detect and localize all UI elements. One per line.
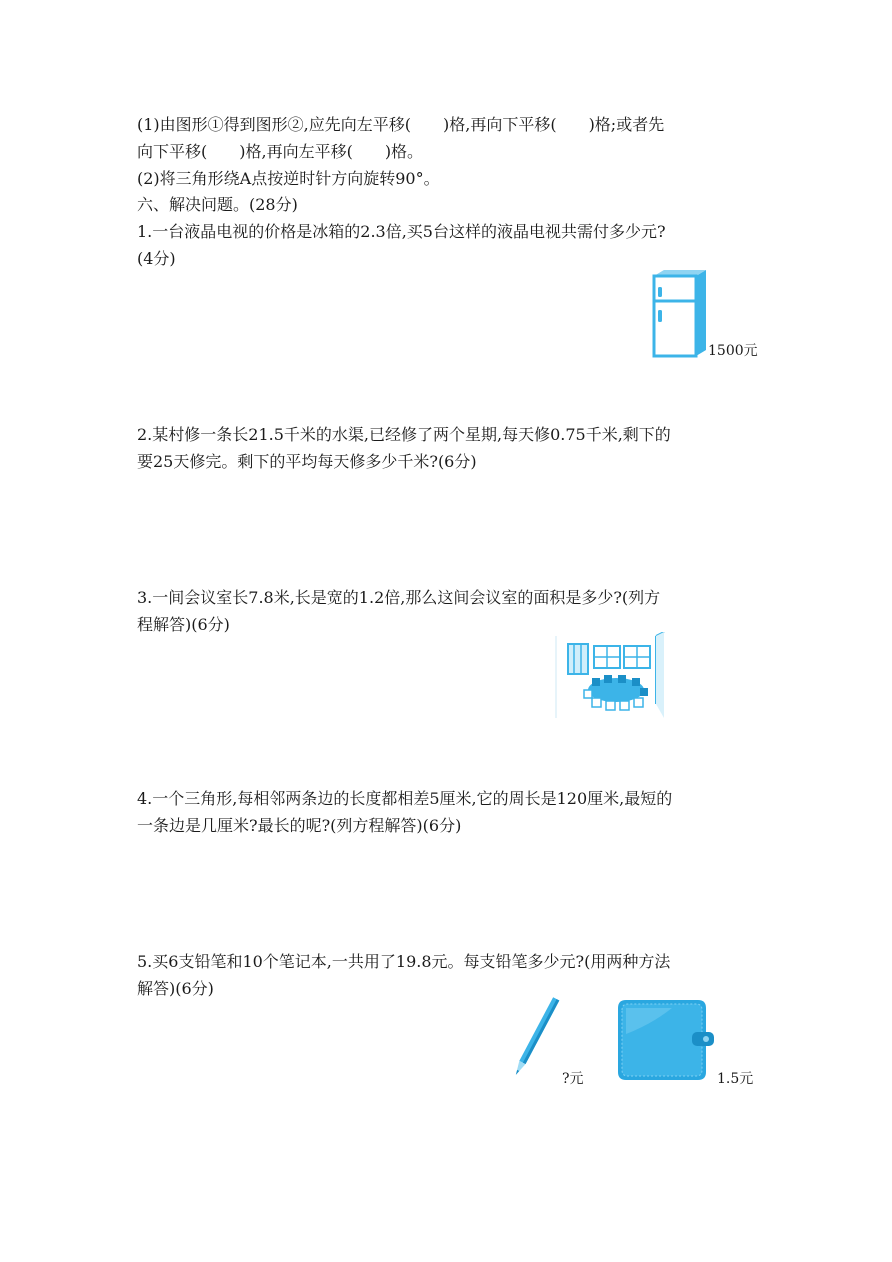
part5-q2: (2)将三角形绕A点按逆时针方向旋转90°。: [137, 169, 440, 188]
notebook-price-caption: 1.5元: [717, 1071, 754, 1087]
part5-q1-line2: 向下平移( )格,再向左平移( )格。: [137, 142, 424, 161]
problem-3-line2: 程解答)(6分): [137, 615, 230, 634]
section6-heading: 六、解决问题。(28分): [137, 195, 298, 214]
problem-1-line1: 1.一台液晶电视的价格是冰箱的2.3倍,买5台这样的液晶电视共需付多少元?: [137, 222, 666, 241]
refrigerator-price-caption: 1500元: [708, 343, 758, 359]
meeting-room-icon: [552, 632, 666, 722]
pencil-price-caption: ?元: [562, 1071, 584, 1087]
pencil-icon: [506, 992, 566, 1084]
problem-3-line1: 3.一间会议室长7.8米,长是宽的1.2倍,那么这间会议室的面积是多少?(列方: [137, 588, 661, 607]
problem-5-line2: 解答)(6分): [137, 979, 214, 998]
notebook-icon: [612, 994, 716, 1084]
problem-1-line2: (4分): [137, 249, 176, 268]
problem-5-line1: 5.买6支铅笔和10个笔记本,一共用了19.8元。每支铅笔多少元?(用两种方法: [137, 952, 671, 971]
problem-4-line2: 一条边是几厘米?最长的呢?(列方程解答)(6分): [137, 816, 462, 835]
problem-4-line1: 4.一个三角形,每相邻两条边的长度都相差5厘米,它的周长是120厘米,最短的: [137, 789, 673, 808]
problem-2-line1: 2.某村修一条长21.5千米的水渠,已经修了两个星期,每天修0.75千米,剩下的: [137, 425, 671, 444]
refrigerator-icon: [648, 268, 710, 358]
part5-q1-line1: (1)由图形①得到图形②,应先向左平移( )格,再向下平移( )格;或者先: [137, 115, 665, 134]
problem-2-line2: 要25天修完。剩下的平均每天修多少千米?(6分): [137, 452, 477, 471]
